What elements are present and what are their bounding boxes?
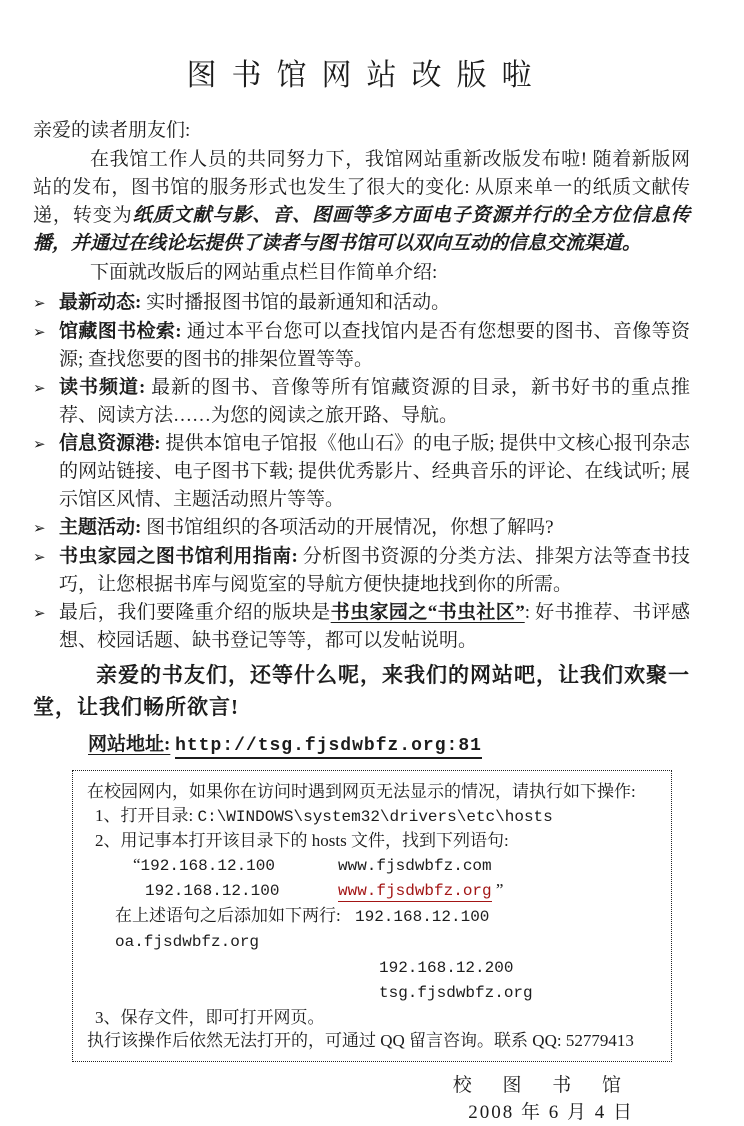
bookworm-community-highlight: 书虫家园之“书虫社区” bbox=[330, 602, 525, 623]
bullet-header: 主题活动: bbox=[59, 517, 142, 538]
list-item-info-resource-port bbox=[33, 430, 690, 514]
arrow-bullet-icon: ➢ bbox=[33, 325, 46, 341]
red-domain-link[interactable]: www.fjsdwbfz.org bbox=[338, 882, 492, 900]
append-label: 在上述语句之后添加如下两行: bbox=[115, 905, 341, 925]
bullet-header: 读书频道: bbox=[59, 377, 146, 398]
section-intro: 下面就改版后的网站重点栏目作简单介绍: bbox=[90, 262, 438, 283]
hosts-ip: 192.168.12.100 bbox=[145, 882, 280, 900]
website-url-link[interactable]: http://tsg.fjsdwbfz.org:81 bbox=[175, 736, 482, 759]
greeting-line: 亲爱的读者朋友们: bbox=[33, 120, 191, 141]
bullet-body: 通过本平台您可以查找馆内是否有您想要的图书、音像等资源; 查找您要的图书的排架位置等等。 bbox=[59, 321, 690, 370]
list-item-theme-activities bbox=[33, 514, 690, 543]
list-item-catalog-search bbox=[33, 318, 690, 374]
notice-step-3: 3、保存文件，即可打开网页。 bbox=[95, 1007, 325, 1027]
bullet-suffix: : 好书推荐、书评感想、校园话题、缺书登记等等，都可以发帖说明。 bbox=[59, 602, 690, 651]
bullet-header: 信息资源港: bbox=[59, 433, 161, 454]
bullet-prefix: 最后，我们要隆重介绍的版块是 bbox=[59, 602, 331, 623]
bullet-body: 最新的图书、音像等所有馆藏资源的目录，新书好书的重点推荐、阅读方法……为您的阅读之旅开路、导航。 bbox=[59, 377, 691, 426]
page-title: 图书馆网站改版啦 bbox=[186, 59, 547, 92]
notice-step-1 bbox=[87, 804, 659, 830]
bullet-header: 最新动态: bbox=[59, 292, 142, 313]
list-item-usage-guide bbox=[33, 543, 690, 599]
append-ip: 192.168.12.100 bbox=[354, 907, 490, 926]
arrow-bullet-icon: ➢ bbox=[33, 606, 46, 622]
date: 2008 年 6 月 4 日 bbox=[468, 1101, 634, 1123]
append-domain: tsg.fjsdwbfz.org bbox=[379, 984, 533, 1002]
bullet-header: 书虫家园之图书馆利用指南: bbox=[59, 546, 298, 567]
hosts-ip: 192.168.12.100 bbox=[140, 856, 275, 875]
arrow-bullet-icon: ➢ bbox=[33, 437, 46, 453]
arrow-bullet-icon: ➢ bbox=[33, 296, 46, 312]
append-domain: oa.fjsdwbfz.org bbox=[115, 933, 260, 951]
qq-contact-line: 执行该操作后依然无法打开的，可通过 QQ 留言咨询。联系 QQ: 52779413 bbox=[87, 1031, 634, 1050]
bullet-body: 实时播报图书馆的最新通知和活动。 bbox=[146, 292, 451, 313]
bullet-body: 图书馆组织的各项活动的开展情况，你想了解吗? bbox=[146, 517, 554, 538]
website-address-label: 网站地址: bbox=[88, 734, 171, 755]
append-entry-2 bbox=[87, 955, 659, 1006]
signature: 校 图 书 馆 bbox=[452, 1074, 634, 1096]
bullet-body: 提供本馆电子馆报《他山石》的电子版; 提供中文核心报刊杂志的网站链接、电子图书下载; 提供优秀影片、经典音乐的评论、在线试听; 展示馆区风情、主题活动照片等等。 bbox=[59, 433, 691, 510]
notice-box bbox=[72, 770, 672, 1062]
intro-paragraph-emphasis: 纸质文献与影、音、图画等多方面电子资源并行的全方位信息传播，并通过在线论坛提供了读者与图书馆可以双向互动的信息交流渠道。 bbox=[33, 205, 690, 254]
open-quote: “ bbox=[133, 854, 141, 874]
append-ip: 192.168.12.200 bbox=[379, 958, 514, 977]
list-item-bookworm-community bbox=[33, 599, 690, 655]
feature-list bbox=[33, 289, 690, 655]
notice-intro-line: 在校园网内，如果你在访问时遇到网页无法显示的情况，请执行如下操作: bbox=[87, 782, 636, 801]
closing-calligraphy-line: 亲爱的书友们，还等什么呢，来我们的网站吧，让我们欢聚一堂，让我们畅所欲言! bbox=[33, 663, 690, 719]
notice-step-2: 2、用记事本打开该目录下的 hosts 文件，找到下列语句: bbox=[95, 831, 509, 850]
intro-paragraph bbox=[33, 146, 690, 258]
hosts-file-path: C:\WINDOWS\system32\drivers\etc\hosts bbox=[197, 807, 553, 826]
arrow-bullet-icon: ➢ bbox=[33, 550, 46, 566]
list-item-latest-news bbox=[33, 289, 690, 318]
arrow-bullet-icon: ➢ bbox=[33, 521, 46, 537]
bullet-body: 分析图书资源的分类方法、排架方法等查书技巧，让您根据书库与阅览室的导航方便快捷地找到你的所需。 bbox=[59, 546, 690, 595]
hosts-entry-2 bbox=[87, 878, 659, 904]
close-quote: ” bbox=[495, 880, 504, 899]
intro-paragraph-normal: 在我馆工作人员的共同努力下，我馆网站重新改版发布啦! 随着新版网站的发布，图书馆的服务形式也发生了很大的变化: 从原来单一的纸质文献传递，转变为 bbox=[33, 149, 690, 226]
append-instruction-line bbox=[87, 904, 659, 955]
hosts-entry-1 bbox=[87, 853, 659, 879]
list-item-reading-channel bbox=[33, 374, 690, 430]
step1-label: 1、打开目录: bbox=[95, 805, 194, 825]
document-footer bbox=[33, 1072, 690, 1126]
bullet-header: 馆藏图书检索: bbox=[59, 321, 182, 342]
website-address-line bbox=[33, 729, 690, 756]
hosts-domain: www.fjsdwbfz.com bbox=[338, 856, 492, 875]
arrow-bullet-icon: ➢ bbox=[33, 381, 46, 397]
